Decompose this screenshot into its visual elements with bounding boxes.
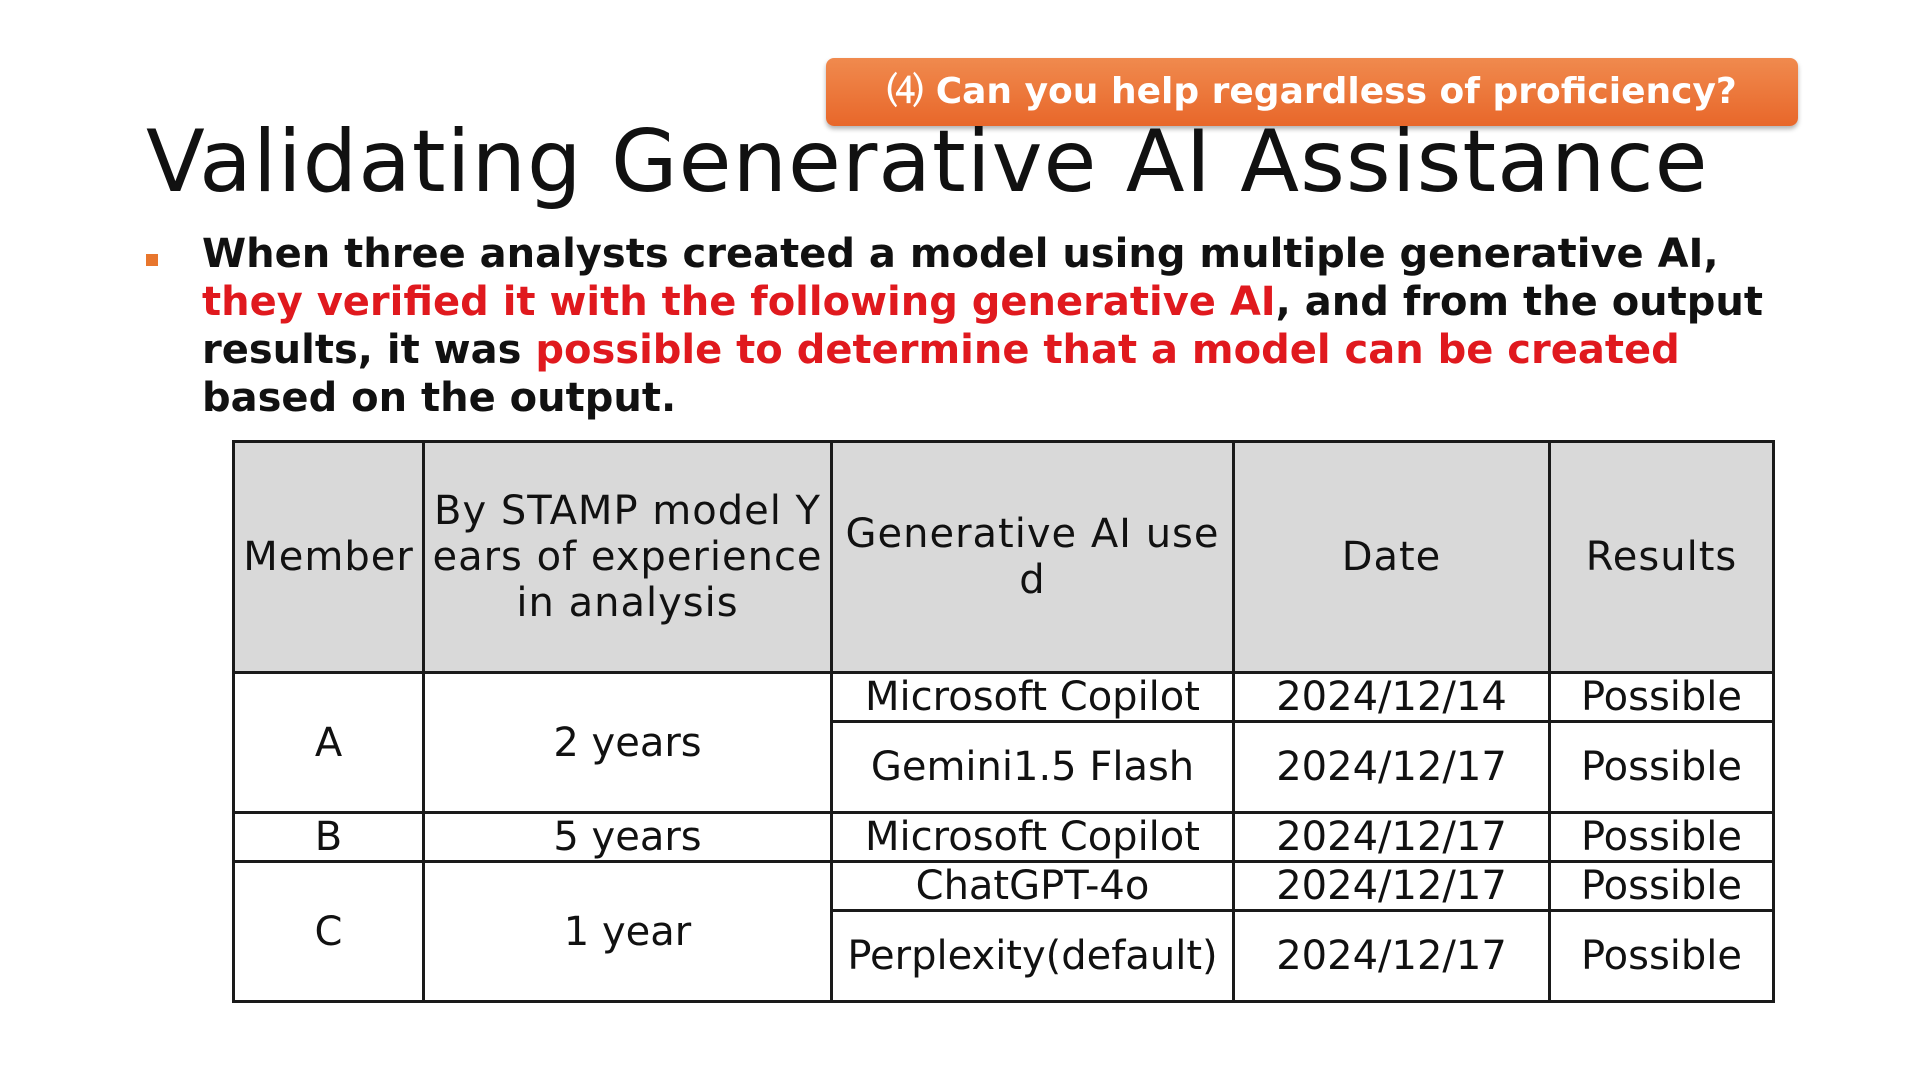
member-cell: B (234, 813, 424, 862)
table-row (234, 673, 1774, 722)
table-row (234, 862, 1774, 911)
result-cell: Possible (1550, 722, 1774, 813)
section-banner: ⑷ Can you help regardless of proficiency? (826, 58, 1798, 126)
header-member: Member (234, 442, 424, 673)
result-cell: Possible (1550, 862, 1774, 911)
member-cell: A (234, 673, 424, 813)
table-header-row (234, 442, 1774, 673)
result-cell: Possible (1550, 813, 1774, 862)
ai-cell: Perplexity(default) (832, 911, 1234, 1002)
table-row (234, 813, 1774, 862)
date-cell: 2024/12/17 (1234, 813, 1550, 862)
header-experience: By STAMP model Years of experience in analysis (424, 442, 832, 673)
date-cell: 2024/12/17 (1234, 722, 1550, 813)
bullet-highlight: possible to determine that a model can be created (535, 327, 1680, 373)
slide-title: Validating Generative AI Assistance (146, 112, 1709, 212)
experience-cell: 2 years (424, 673, 832, 813)
member-cell: C (234, 862, 424, 1002)
bullet-highlight: they verified it with the following generative AI (202, 279, 1276, 325)
ai-cell: Gemini1.5 Flash (832, 722, 1234, 813)
bullet-text (202, 230, 1802, 422)
experience-cell: 1 year (424, 862, 832, 1002)
result-cell: Possible (1550, 911, 1774, 1002)
ai-cell: Microsoft Copilot (832, 673, 1234, 722)
verification-table (232, 440, 1775, 1003)
date-cell: 2024/12/17 (1234, 911, 1550, 1002)
header-results: Results (1550, 442, 1774, 673)
experience-cell: 5 years (424, 813, 832, 862)
date-cell: 2024/12/14 (1234, 673, 1550, 722)
header-date: Date (1234, 442, 1550, 673)
ai-cell: Microsoft Copilot (832, 813, 1234, 862)
ai-cell: ChatGPT-4o (832, 862, 1234, 911)
bullet-segment: , and from the output results, it was (202, 279, 1763, 373)
square-bullet-icon (146, 254, 158, 266)
bullet-segment: When three analysts created a model using multiple generative AI, (202, 231, 1719, 277)
result-cell: Possible (1550, 673, 1774, 722)
date-cell: 2024/12/17 (1234, 862, 1550, 911)
header-ai-used: Generative AI used (832, 442, 1234, 673)
bullet-segment: based on the output. (202, 375, 677, 421)
